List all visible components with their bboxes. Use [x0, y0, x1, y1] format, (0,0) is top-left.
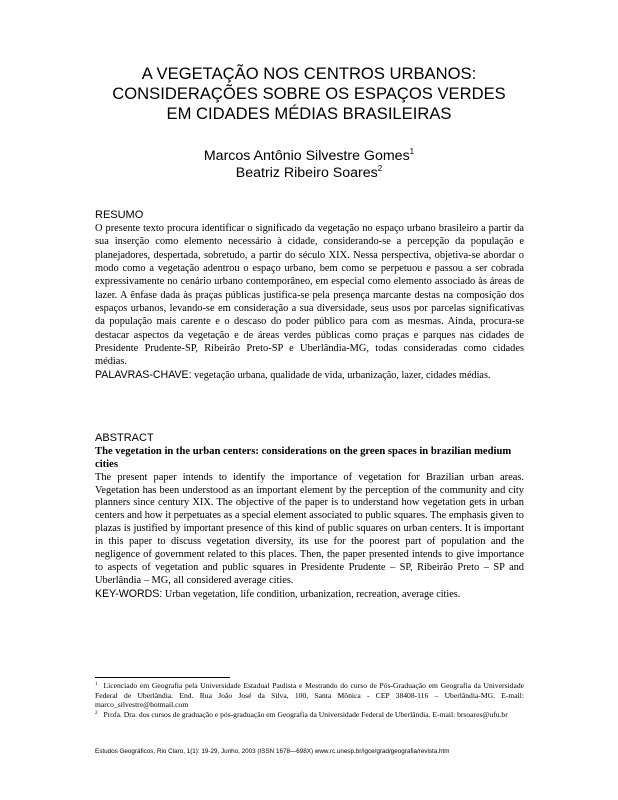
footnote-1 — [95, 681, 524, 710]
author-list — [150, 148, 468, 182]
abstract-section — [95, 432, 524, 602]
keywords-label: PALAVRAS-CHAVE: — [95, 368, 192, 381]
abstract-body: The present paper intends to identify the importance of vegetation for Brazilian urban areas. Vegetation has been understood as an important element by the perception of the community and city planners since century XIX. The objective of the paper is to understand how vegetation gets in urban centers and how it perpetuates as a special element associated to public squares. The emphasis given to plazas is justified by important presence of this kind of public squares on urban centers. It is important in this paper to discuss vegetation diversity, its use for the poorest part of population and the negligence of government related to this places. Then, the paper presented intends to give importance to aspects of vegetation and public squares in Presidente Prudente – SP, Ribeirão Preto – SP and Uberlândia – MG, all considered average cities. — [95, 471, 524, 586]
author-2 — [150, 165, 468, 182]
footnotes — [95, 681, 524, 719]
author-name: Marcos Antônio Silvestre Gomes — [203, 148, 410, 164]
resumo-heading: RESUMO — [95, 209, 144, 221]
keywords-label: KEY-WORDS: — [95, 587, 163, 600]
footnote-ref: 1 — [409, 147, 415, 156]
abstract-heading: ABSTRACT — [95, 432, 154, 444]
keywords-text: vegetação urbana, qualidade de vida, urbanização, lazer, cidades médias. — [194, 369, 491, 381]
abstract-keywords — [95, 588, 524, 602]
keywords-text: Urban vegetation, life condition, urbanization, recreation, average cities. — [164, 588, 461, 600]
footnote-2 — [95, 710, 524, 720]
resumo-keywords — [95, 369, 524, 382]
footnote-mark: 1 — [95, 682, 98, 687]
footnote-divider — [95, 677, 230, 678]
title-line-1: A VEGETAÇÃO NOS CENTROS URBANOS: — [141, 64, 477, 83]
author-1 — [150, 148, 468, 165]
paper-title — [80, 64, 538, 124]
abstract-title: The vegetation in the urban centers: considerations on the green spaces in brazilian medium cities — [95, 446, 512, 471]
title-line-3: EM CIDADES MÉDIAS BRASILEIRAS — [166, 104, 452, 123]
title-line-2: CONSIDERAÇÕES SOBRE OS ESPAÇOS VERDES — [112, 84, 506, 103]
footnote-mark: 2 — [95, 710, 98, 716]
page-footer: Estudos Geográficos, Rio Claro, 1(1): 19-29, Junho, 2003 (ISSN 1678—698X) www.rc.unesp.br/igce/grad/geografia/revista.htm — [95, 748, 450, 755]
author-name: Beatriz Ribeiro Soares — [235, 165, 378, 181]
footnote-text: Licenciado em Geografia pela Universidade Estadual Paulista e Mestrando do curso de Pós-Graduação em Geografia da Universidade Federal de Uberlândia. End. Rua João José da Silva, 100, Santa Mônica - CEP 38408-116 – Uberlândia-MG. E-mail: marco_silvestre@hotmail.com — [95, 681, 524, 710]
resumo-section — [95, 209, 524, 382]
footnote-text: Profa. Dra. dos cursos de graduação e pós-graduação em Geografia da Universidade Federal de Uberlândia. E-mail: brsoares@ufu.br — [103, 709, 508, 719]
resumo-body: O presente texto procura identificar o significado da vegetação no espaço urbano brasileiro a partir da sua inserção como elemento necessário à cidade, considerando-se a percepção da população e planejadores, despertada, sobretudo, a partir do século XIX. Nessa perspectiva, objetiva-se abordar o modo como a vegetação adentrou o espaço urbano, bem como se perpetuou e passou a ser cobrada expressivamente no cenário urbano contemporâneo, em especial como elemento associado às áreas de lazer. A ênfase dada às praças públicas justifica-se pela presença marcante destas na composição dos espaços urbanos, levando-se em consideração a sua diversidade, seus usos por parcelas significativas da população mais carente e o descaso do poder público para com as mesmas. Ainda, procura-se destacar aspectos da vegetação e de áreas verdes públicas como praças e parques nas cidades de Presidente Prudente-SP, Ribeirão Preto-SP e Uberlândia-MG, todas consideradas como cidades médias. — [95, 223, 524, 368]
footnote-ref: 2 — [377, 164, 383, 173]
